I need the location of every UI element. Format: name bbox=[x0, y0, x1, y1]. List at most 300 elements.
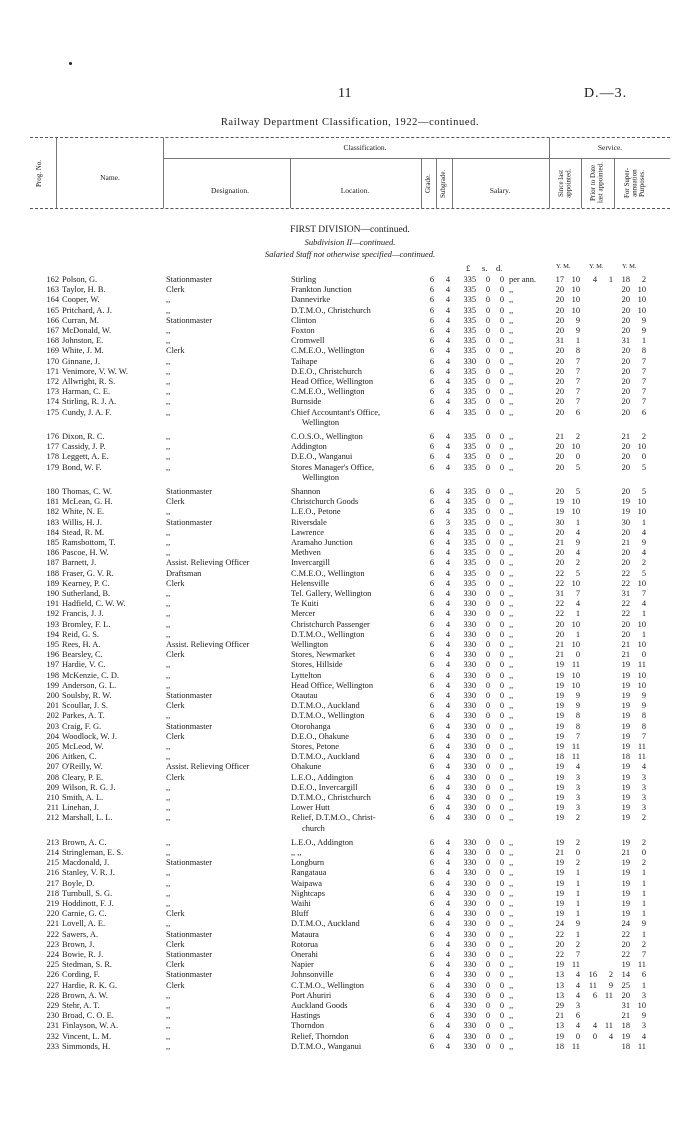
super-years: 21 bbox=[621, 640, 630, 649]
super-months: 10 bbox=[637, 285, 646, 295]
salary-period: ,, bbox=[509, 980, 514, 990]
grade: 6 bbox=[429, 558, 434, 568]
prog-no: 225 bbox=[46, 960, 59, 970]
location: Head Office, Wellington bbox=[291, 377, 374, 386]
salary-pounds: 330 bbox=[463, 629, 476, 639]
super-months: 11 bbox=[637, 960, 646, 970]
prog-no: 210 bbox=[46, 793, 59, 802]
unit-since-ym: Y. M. bbox=[556, 263, 571, 270]
since-months: 9 bbox=[575, 919, 580, 929]
grade: 6 bbox=[429, 858, 434, 868]
super-years: 20 bbox=[621, 558, 630, 568]
since-years: 22 bbox=[555, 929, 564, 939]
prog-no: 164 bbox=[46, 295, 59, 305]
salary-pence: 0 bbox=[499, 599, 504, 609]
subgrade: 4 bbox=[445, 680, 450, 690]
prog-no: 216 bbox=[46, 868, 59, 878]
since-years: 19 bbox=[555, 803, 564, 813]
table-row bbox=[0, 752, 700, 762]
super-years: 20 bbox=[621, 387, 630, 397]
subgrade: 4 bbox=[445, 939, 450, 949]
grade: 6 bbox=[429, 487, 434, 496]
since-months: 4 bbox=[575, 1021, 580, 1031]
salary-pounds: 330 bbox=[463, 793, 476, 802]
prog-no: 175 bbox=[46, 407, 59, 417]
salary-pounds: 330 bbox=[463, 599, 476, 609]
subgrade: 4 bbox=[445, 336, 450, 346]
grade: 6 bbox=[429, 980, 434, 990]
salary-shillings: 0 bbox=[485, 629, 490, 639]
since-years: 13 bbox=[555, 990, 564, 1000]
grade: 6 bbox=[429, 650, 434, 660]
prog-no: 226 bbox=[46, 970, 59, 980]
salary-pounds: 330 bbox=[463, 813, 476, 823]
since-months: 0 bbox=[575, 452, 580, 462]
salary-pounds: 330 bbox=[463, 691, 476, 700]
subgrade: 4 bbox=[445, 366, 450, 376]
salary-period: ,, bbox=[509, 1011, 514, 1021]
designation: ,, bbox=[166, 609, 171, 619]
staff-name: Soulsby, R. W. bbox=[62, 691, 112, 700]
designation: Stationmaster bbox=[166, 929, 213, 939]
staff-name: Cundy, J. A. F. bbox=[62, 407, 112, 417]
staff-name: Carnie, G. C. bbox=[62, 909, 107, 919]
salary-period: ,, bbox=[509, 640, 514, 649]
designation: ,, bbox=[166, 387, 171, 397]
col-divider bbox=[163, 138, 164, 208]
prog-no: 190 bbox=[46, 589, 59, 598]
since-years: 20 bbox=[555, 305, 564, 315]
super-years: 19 bbox=[621, 858, 630, 868]
designation: Clerk bbox=[166, 497, 185, 507]
super-months: 4 bbox=[641, 762, 646, 772]
salary-shillings: 0 bbox=[485, 538, 490, 547]
designation: ,, bbox=[166, 660, 171, 670]
prog-no: 224 bbox=[46, 950, 59, 959]
super-months: 10 bbox=[637, 680, 646, 690]
subgrade: 4 bbox=[445, 772, 450, 782]
designation: ,, bbox=[166, 377, 171, 386]
salary-pence: 0 bbox=[499, 629, 504, 639]
staff-name: Fraser, G. V. R. bbox=[62, 568, 114, 578]
subgrade: 4 bbox=[445, 589, 450, 598]
location: Bluff bbox=[291, 909, 309, 919]
salary-shillings: 0 bbox=[485, 899, 490, 908]
salary-period: ,, bbox=[509, 558, 514, 568]
since-months: 7 bbox=[575, 397, 580, 407]
salary-period: ,, bbox=[509, 497, 514, 507]
staff-name: Stedman, S. R. bbox=[62, 960, 113, 970]
since-years: 20 bbox=[555, 387, 564, 397]
designation: ,, bbox=[166, 711, 171, 721]
subgrade: 4 bbox=[445, 858, 450, 868]
since-months: 3 bbox=[575, 772, 580, 782]
staff-name: Bond, W. F. bbox=[62, 462, 102, 472]
staff-name: Polson, G. bbox=[62, 275, 98, 284]
super-years: 22 bbox=[621, 599, 630, 609]
super-months: 10 bbox=[637, 295, 646, 305]
super-years: 19 bbox=[621, 772, 630, 782]
salary-shillings: 0 bbox=[485, 660, 490, 670]
salary-shillings: 0 bbox=[485, 803, 490, 813]
grade: 6 bbox=[429, 326, 434, 335]
location: Aramaho Junction bbox=[291, 538, 353, 547]
prog-no: 205 bbox=[46, 742, 59, 751]
table-row bbox=[0, 569, 700, 579]
since-months: 2 bbox=[575, 858, 580, 868]
since-years: 19 bbox=[555, 731, 564, 741]
since-months: 7 bbox=[575, 377, 580, 386]
grade: 6 bbox=[429, 548, 434, 558]
location: D.T.M.O., Wellington bbox=[291, 711, 365, 721]
since-months: 4 bbox=[575, 980, 580, 990]
staff-name: Bowie, R. J. bbox=[62, 950, 104, 959]
designation: ,, bbox=[166, 462, 171, 472]
subgrade: 4 bbox=[445, 929, 450, 939]
salary-shillings: 0 bbox=[485, 721, 490, 731]
super-years: 19 bbox=[621, 701, 630, 711]
since-months: 1 bbox=[575, 609, 580, 619]
table-row bbox=[0, 742, 700, 752]
super-months: 10 bbox=[637, 619, 646, 629]
table-row bbox=[0, 452, 700, 462]
location: Addington bbox=[291, 442, 327, 452]
salary-period: ,, bbox=[509, 1041, 514, 1051]
table-row bbox=[0, 950, 700, 960]
since-years: 31 bbox=[555, 589, 564, 598]
table-row bbox=[0, 1001, 700, 1011]
super-years: 22 bbox=[621, 950, 630, 959]
super-years: 19 bbox=[621, 691, 630, 700]
location: Hastings bbox=[291, 1011, 321, 1021]
since-years: 19 bbox=[555, 1031, 564, 1041]
since-years: 20 bbox=[555, 527, 564, 537]
salary-shillings: 0 bbox=[485, 578, 490, 588]
subgrade: 4 bbox=[445, 558, 450, 568]
since-years: 21 bbox=[555, 650, 564, 660]
staff-name: Ramsbottom, T. bbox=[62, 538, 116, 547]
since-months: 11 bbox=[571, 660, 580, 670]
location: C.M.E.O., Wellington bbox=[291, 387, 365, 397]
salary-pounds: 330 bbox=[463, 660, 476, 670]
salary-period: ,, bbox=[509, 568, 514, 578]
since-years: 21 bbox=[555, 640, 564, 649]
grade: 6 bbox=[429, 589, 434, 598]
super-months: 0 bbox=[641, 650, 646, 660]
salary-pounds: 330 bbox=[463, 837, 476, 847]
super-months: 1 bbox=[641, 868, 646, 878]
since-months: 7 bbox=[575, 387, 580, 397]
salary-pounds: 335 bbox=[463, 336, 476, 346]
prior-years: 0 bbox=[592, 1031, 597, 1041]
salary-pence: 0 bbox=[499, 462, 504, 472]
subgrade: 4 bbox=[445, 507, 450, 517]
super-years: 19 bbox=[621, 960, 630, 970]
location: Thorndon bbox=[291, 1021, 325, 1031]
super-years: 19 bbox=[621, 742, 630, 751]
designation: ,, bbox=[166, 990, 171, 1000]
salary-pence: 0 bbox=[499, 336, 504, 346]
salary-shillings: 0 bbox=[485, 432, 490, 441]
salary-shillings: 0 bbox=[485, 1031, 490, 1041]
since-months: 2 bbox=[575, 432, 580, 441]
since-months: 9 bbox=[575, 691, 580, 700]
location: Relief, Thorndon bbox=[291, 1031, 349, 1041]
super-months: 1 bbox=[641, 336, 646, 346]
since-years: 19 bbox=[555, 701, 564, 711]
super-years: 20 bbox=[621, 619, 630, 629]
staff-name: Craig, F. G. bbox=[62, 721, 102, 731]
designation: ,, bbox=[166, 848, 171, 857]
salary-pounds: 335 bbox=[463, 517, 476, 527]
subgrade: 4 bbox=[445, 1021, 450, 1031]
super-years: 20 bbox=[621, 305, 630, 315]
table-row bbox=[0, 275, 700, 285]
table-row bbox=[0, 295, 700, 305]
grade: 6 bbox=[429, 305, 434, 315]
location: ,, ,, bbox=[291, 848, 302, 857]
since-months: 1 bbox=[575, 888, 580, 898]
salary-pence: 0 bbox=[499, 305, 504, 315]
since-months: 8 bbox=[575, 346, 580, 356]
salary-period: ,, bbox=[509, 960, 514, 970]
salary-period: ,, bbox=[509, 929, 514, 939]
table-row bbox=[0, 487, 700, 497]
since-years: 18 bbox=[555, 752, 564, 762]
salary-period: ,, bbox=[509, 527, 514, 537]
salary-shillings: 0 bbox=[485, 619, 490, 629]
unit-pounds: £ bbox=[466, 263, 471, 273]
designation: ,, bbox=[166, 899, 171, 908]
salary-pounds: 335 bbox=[463, 305, 476, 315]
super-months: 10 bbox=[637, 305, 646, 315]
location: Christchurch Goods bbox=[291, 497, 359, 507]
super-months: 6 bbox=[641, 407, 646, 417]
since-months: 7 bbox=[575, 356, 580, 366]
salary-pence: 0 bbox=[499, 507, 504, 517]
grade: 6 bbox=[429, 1011, 434, 1021]
super-months: 10 bbox=[637, 670, 646, 680]
table-row bbox=[0, 848, 700, 858]
since-years: 22 bbox=[555, 950, 564, 959]
grade: 6 bbox=[429, 507, 434, 517]
col-divider bbox=[549, 138, 550, 208]
since-months: 5 bbox=[575, 462, 580, 472]
salary-pounds: 335 bbox=[463, 377, 476, 386]
salary-shillings: 0 bbox=[485, 837, 490, 847]
table-row bbox=[0, 463, 700, 473]
grade: 6 bbox=[429, 578, 434, 588]
table-row bbox=[0, 909, 700, 919]
salary-shillings: 0 bbox=[485, 1021, 490, 1031]
salary-shillings: 0 bbox=[485, 497, 490, 507]
salary-pence: 0 bbox=[499, 619, 504, 629]
salary-shillings: 0 bbox=[485, 990, 490, 1000]
grade: 6 bbox=[429, 275, 434, 284]
salary-pence: 0 bbox=[499, 660, 504, 670]
super-years: 20 bbox=[621, 366, 630, 376]
salary-pence: 0 bbox=[499, 848, 504, 857]
location: Wellington bbox=[291, 640, 329, 649]
super-months: 7 bbox=[641, 377, 646, 386]
prior-months: 9 bbox=[608, 980, 613, 990]
since-years: 21 bbox=[555, 538, 564, 547]
since-years: 20 bbox=[555, 346, 564, 356]
salary-shillings: 0 bbox=[485, 970, 490, 980]
since-months: 8 bbox=[575, 721, 580, 731]
location: Rotorua bbox=[291, 939, 318, 949]
prog-no: 172 bbox=[46, 377, 59, 386]
salary-pence: 0 bbox=[499, 929, 504, 939]
super-years: 19 bbox=[621, 793, 630, 802]
prog-no: 215 bbox=[46, 858, 59, 868]
salary-pence: 0 bbox=[499, 878, 504, 888]
prog-no: 174 bbox=[46, 397, 59, 407]
salary-pounds: 330 bbox=[463, 990, 476, 1000]
super-months: 1 bbox=[641, 888, 646, 898]
super-months: 1 bbox=[641, 629, 646, 639]
super-years: 18 bbox=[621, 1021, 630, 1031]
staff-name: Barnett, J. bbox=[62, 558, 97, 568]
salary-period: ,, bbox=[509, 888, 514, 898]
salary-pence: 0 bbox=[499, 1001, 504, 1010]
salary-pence: 0 bbox=[499, 487, 504, 496]
staff-name: Taylor, H. B. bbox=[62, 285, 106, 295]
since-months: 10 bbox=[571, 285, 580, 295]
since-months: 10 bbox=[571, 619, 580, 629]
prog-no: 230 bbox=[46, 1011, 59, 1021]
salary-shillings: 0 bbox=[485, 507, 490, 517]
salary-pence: 0 bbox=[499, 442, 504, 452]
staff-name: Wilson, R. G. J. bbox=[62, 782, 116, 792]
since-years: 19 bbox=[555, 497, 564, 507]
document-reference: D.—3. bbox=[584, 86, 628, 101]
super-years: 20 bbox=[621, 548, 630, 558]
designation: Clerk bbox=[166, 772, 185, 782]
prog-no: 219 bbox=[46, 899, 59, 908]
since-months: 1 bbox=[575, 868, 580, 878]
header-prior-to: Prior to Date last appointed. bbox=[589, 162, 605, 204]
page-title: Railway Department Classification, 1922—continued. bbox=[220, 117, 480, 128]
designation: Clerk bbox=[166, 980, 185, 990]
location: Foxton bbox=[291, 326, 315, 335]
since-years: 20 bbox=[555, 397, 564, 407]
subgrade: 4 bbox=[445, 848, 450, 857]
header-top-rule bbox=[30, 137, 670, 138]
grade: 6 bbox=[429, 640, 434, 649]
salary-period: ,, bbox=[509, 1021, 514, 1031]
salary-shillings: 0 bbox=[485, 1041, 490, 1051]
prog-no: 163 bbox=[46, 285, 59, 295]
salary-pounds: 335 bbox=[463, 497, 476, 507]
super-years: 19 bbox=[621, 670, 630, 680]
header-grade: Grade. bbox=[424, 174, 432, 194]
subgrade: 4 bbox=[445, 527, 450, 537]
table-row bbox=[0, 762, 700, 772]
super-years: 19 bbox=[621, 868, 630, 878]
table-row bbox=[0, 548, 700, 558]
salary-period: ,, bbox=[509, 315, 514, 325]
super-years: 18 bbox=[621, 1041, 630, 1051]
unit-pence: d. bbox=[496, 263, 503, 273]
salary-pence: 0 bbox=[499, 568, 504, 578]
prog-no: 212 bbox=[46, 813, 59, 823]
staff-name: Cording, F. bbox=[62, 970, 100, 980]
salary-pence: 0 bbox=[499, 803, 504, 813]
super-months: 1 bbox=[641, 929, 646, 939]
prog-no: 222 bbox=[46, 929, 59, 939]
since-years: 22 bbox=[555, 568, 564, 578]
subgrade: 4 bbox=[445, 909, 450, 919]
designation: Stationmaster bbox=[166, 487, 213, 496]
designation: Stationmaster bbox=[166, 275, 213, 284]
salary-pence: 0 bbox=[499, 670, 504, 680]
subgrade: 4 bbox=[445, 462, 450, 472]
super-months: 9 bbox=[641, 701, 646, 711]
since-years: 29 bbox=[555, 1001, 564, 1010]
location: L.E.O., Addington bbox=[291, 772, 354, 782]
salary-pence: 0 bbox=[499, 356, 504, 366]
salary-pounds: 330 bbox=[463, 670, 476, 680]
salary-pounds: 330 bbox=[463, 762, 476, 772]
salary-shillings: 0 bbox=[485, 295, 490, 305]
table-row bbox=[0, 599, 700, 609]
salary-shillings: 0 bbox=[485, 527, 490, 537]
designation: Assist. Relieving Officer bbox=[166, 558, 250, 568]
location: D.E.O., Ohakune bbox=[291, 731, 349, 741]
location: D.T.M.O., Wanganui bbox=[291, 1041, 362, 1051]
super-months: 5 bbox=[641, 487, 646, 496]
grade: 6 bbox=[429, 295, 434, 305]
super-months: 7 bbox=[641, 387, 646, 397]
location: Nightcaps bbox=[291, 888, 325, 898]
salary-shillings: 0 bbox=[485, 462, 490, 472]
col-divider bbox=[581, 158, 582, 208]
salary-pounds: 330 bbox=[463, 356, 476, 366]
salary-shillings: 0 bbox=[485, 609, 490, 619]
super-years: 19 bbox=[621, 803, 630, 813]
since-months: 7 bbox=[575, 366, 580, 376]
since-months: 1 bbox=[575, 336, 580, 346]
super-years: 19 bbox=[621, 731, 630, 741]
salary-shillings: 0 bbox=[485, 650, 490, 660]
staff-name: McKenzie, C. D. bbox=[62, 670, 119, 680]
salary-pounds: 330 bbox=[463, 950, 476, 959]
designation: Clerk bbox=[166, 731, 185, 741]
subgrade: 4 bbox=[445, 752, 450, 762]
salary-period: ,, bbox=[509, 878, 514, 888]
salary-shillings: 0 bbox=[485, 742, 490, 751]
staff-name: Sutherland, B. bbox=[62, 589, 111, 598]
designation: Clerk bbox=[166, 939, 185, 949]
subgrade: 4 bbox=[445, 442, 450, 452]
salary-shillings: 0 bbox=[485, 691, 490, 700]
since-years: 20 bbox=[555, 558, 564, 568]
grade: 6 bbox=[429, 691, 434, 700]
salary-pence: 0 bbox=[499, 701, 504, 711]
super-months: 2 bbox=[641, 939, 646, 949]
grade: 6 bbox=[429, 609, 434, 619]
grade: 6 bbox=[429, 909, 434, 919]
prog-no: 168 bbox=[46, 336, 59, 346]
designation: ,, bbox=[166, 397, 171, 407]
super-months: 7 bbox=[641, 366, 646, 376]
salary-shillings: 0 bbox=[485, 782, 490, 792]
designation: ,, bbox=[166, 452, 171, 462]
since-months: 1 bbox=[575, 929, 580, 939]
salary-period: ,, bbox=[509, 397, 514, 407]
staff-name: Curran, M. bbox=[62, 315, 99, 325]
